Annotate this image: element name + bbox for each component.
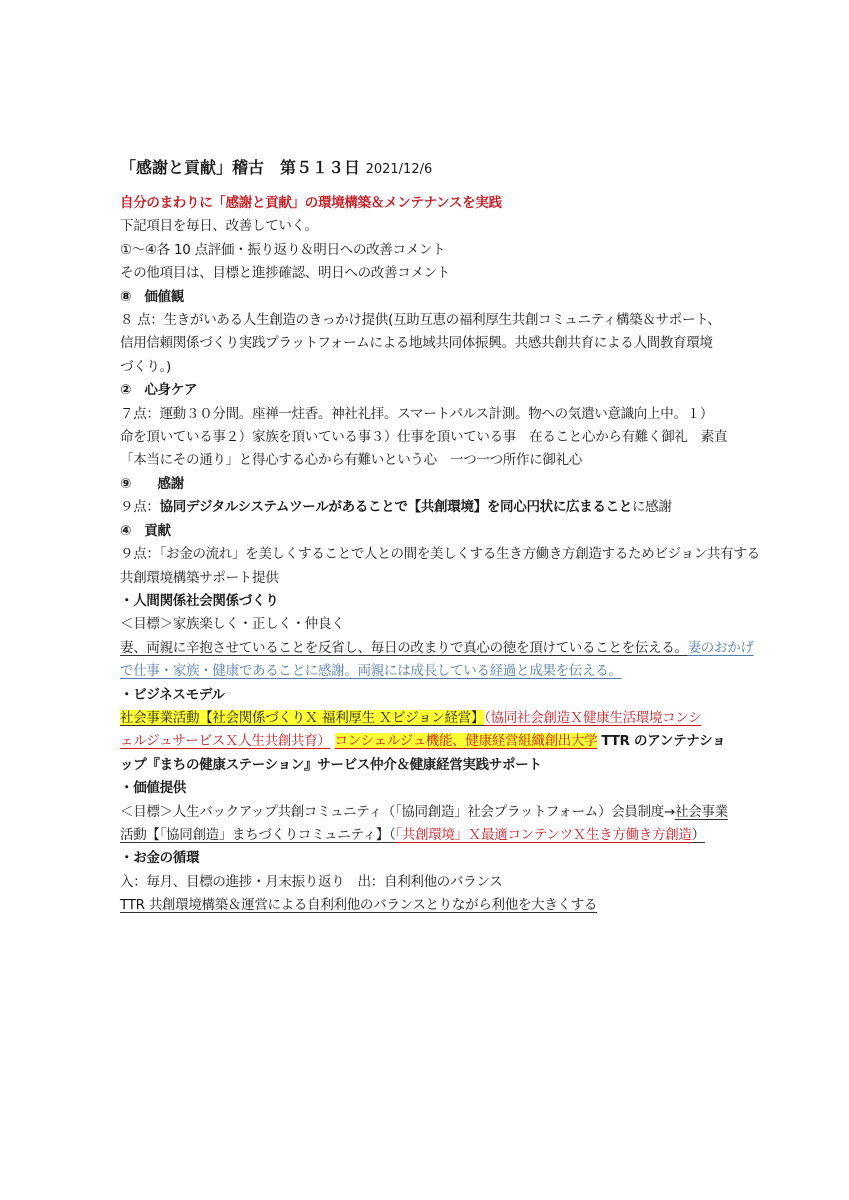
relations-goal: ＜目標＞家族楽しく・正しく・仲良く (120, 616, 345, 633)
gratitude-tail: に感謝 (632, 499, 672, 516)
section-heading-money: ・お金の循環 (120, 850, 200, 867)
relations-blue: 妻のおかげ (687, 639, 754, 656)
intro-line: その他項目は、目標と進捗確認、明日への改善コメント (120, 265, 450, 282)
values-line: ８ 点：生きがいある人生創造のきっかけ提供(互助互恵の福利厚生共創コミュニティ構築＆サポート、 (120, 312, 721, 329)
business-highlight: 社会事業活動【社会関係づくりＸ 福利厚生 Ｘビジョン経営】 (120, 709, 485, 726)
business-bold: TTR のアンテナショ (601, 733, 726, 750)
value-offer-end: ） (691, 826, 705, 843)
mindbody-line: ７点：運動３０分間。座禅一炷香。神社礼拝。スマートパルス計測。物への気遣い意識向上中。１） (120, 405, 714, 422)
relations-underlined: 妻、両親に辛抱させていることを反省し、毎日の改まりで真心の徳を頂けていることを伝える。 (120, 639, 688, 656)
gratitude-score: ９点： (120, 499, 160, 516)
business-highlight-red: コンシェルジュ機能、健康経営組織創出大学 (334, 733, 598, 750)
section-heading-contribution: ④ 貢献 (120, 522, 171, 539)
business-line: ップ『まちの健康ステーション』サービス仲介＆健康経営実践サポート (120, 756, 542, 773)
values-line: 信用信頼関係づくり実践プラットフォームによる地域共同体振興。共感共創共育による人間教育環境 (120, 335, 713, 352)
value-offer-red: 「共創環境」Ｘ最適コンテンツＸ生き方働き方創造 (395, 826, 692, 843)
relations-line (120, 660, 740, 683)
value-offer-ul: 社会事業 (675, 803, 728, 820)
intro-line: ①～④各 10 点評価・振り返り＆明日への改善コメント (120, 241, 446, 258)
page-title (120, 156, 740, 182)
section-heading-mindbody: ② 心身ケア (120, 382, 198, 399)
intro-line: 下記項目を毎日、改善していく。 (120, 218, 318, 235)
business-line (120, 730, 740, 753)
title-date: 2021/12/6 (365, 162, 433, 177)
value-offer-line (120, 824, 740, 847)
title-text: 「感謝と貢献」稽古 第５１３日 (120, 158, 361, 177)
business-red: ェルジュサービスＸ人生共創共育） (120, 733, 331, 750)
value-offer-plain: ＜目標＞人生バックアップ共創コミュニティ（「協同創造」社会プラットフォーム）会員制度→ (120, 803, 676, 820)
contribution-line: ９点：「お金の流れ」を美しくすることで人との間を美しくする生き方働き方創造するためビジョン共有する (120, 546, 760, 563)
value-offer-ul: 活動【「協同創造」まちづくりコミュニティ】（ (120, 826, 396, 843)
section-heading-gratitude: ⑨ 感謝 (120, 475, 184, 492)
intro-heading: 自分のまわりに「感謝と貢献」の環境構築＆メンテナンスを実践 (120, 195, 502, 211)
value-offer-line (120, 801, 740, 824)
gratitude-line (120, 496, 740, 519)
contribution-line: 共創環境構築サポート提供 (120, 569, 279, 586)
gratitude-bold: 協同デジタルシステムツールがあることで【共創環境】を同心円状に広まること (159, 499, 633, 516)
values-line: づくり。) (120, 358, 172, 375)
money-line: TTR 共創環境構築＆運営による自利利他のバランスとりながら利他を大きくする (120, 897, 598, 914)
business-red: （協同社会創造Ｘ健康生活環境コンシ (484, 709, 702, 726)
document-page (120, 156, 760, 918)
business-line (120, 707, 740, 730)
relations-line (120, 637, 754, 660)
mindbody-line: 「本当にその通り」と得心する心から有難いという心 一つ一つ所作に御礼心 (120, 452, 582, 469)
section-heading-values: ⑧ 価値観 (120, 288, 184, 305)
section-heading-business: ・ビジネスモデル (120, 686, 225, 703)
relations-blue: で仕事・家族・健康であることに感謝。両親には成長している経過と成果を伝える。 (120, 663, 622, 680)
money-line: 入：毎月、目標の進捗・月末振り返り 出：自利利他のバランス (120, 873, 503, 890)
section-heading-value-offer: ・価値提供 (120, 780, 186, 797)
section-heading-relations: ・人間関係社会関係づくり (120, 592, 279, 609)
mindbody-line: 命を頂いている事２）家族を頂いている事３）仕事を頂いている事 在ること心から有難く御礼 素直 (120, 429, 728, 446)
